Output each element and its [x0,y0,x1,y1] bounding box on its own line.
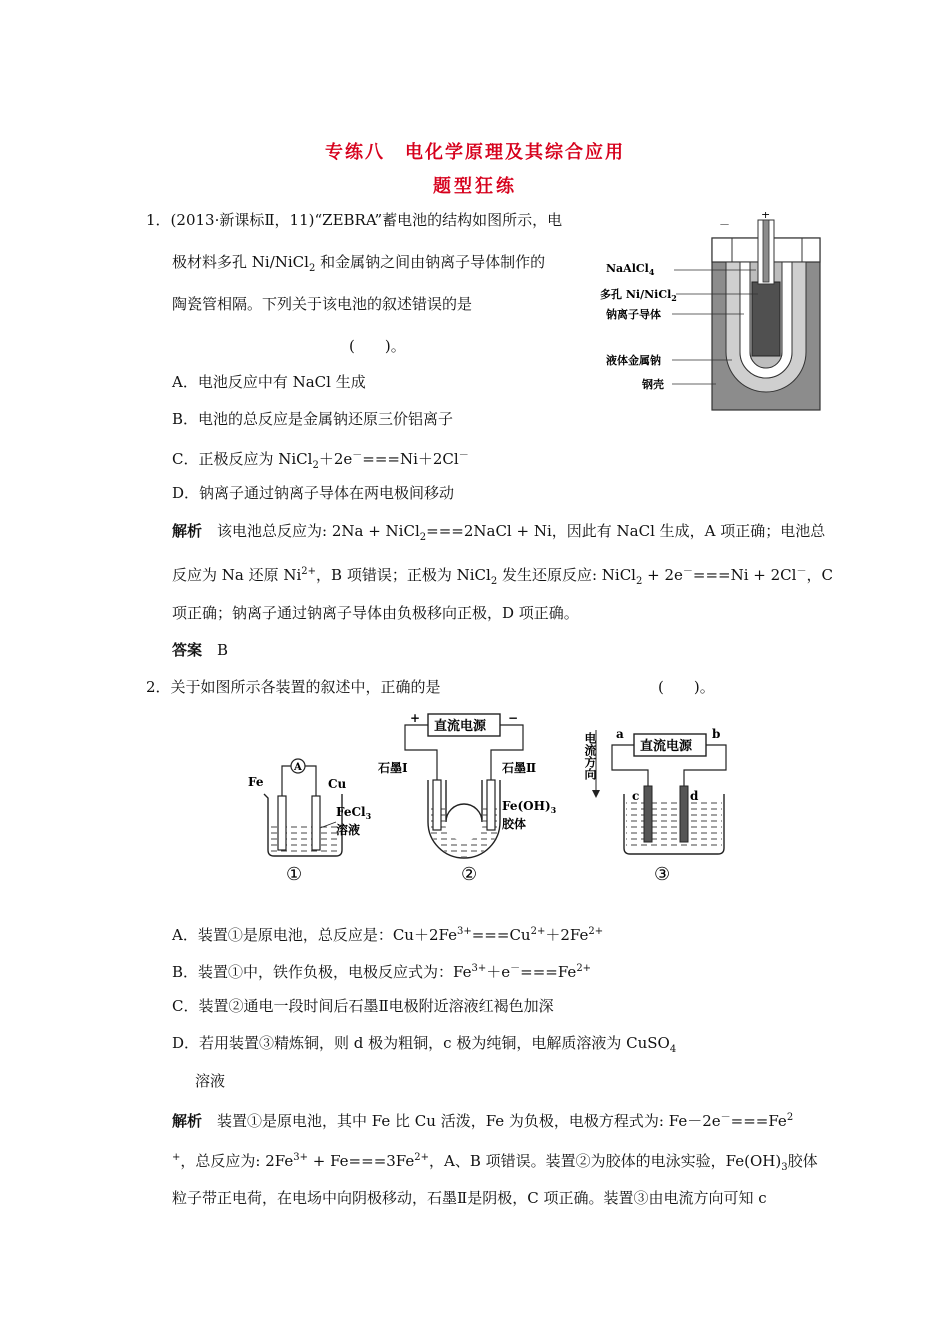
q1-analysis-line1: 解析 该电池总反应为: 2Na + NiCl$_2$===2NaCl + Ni，因此有 NaCl 生成，A 项正确；电池总 [172,522,826,543]
q2-option-d: D．若用装置③精炼铜，则 d 极为粗铜，c 极为纯铜，电解质溶液为 CuSO$_4$ [172,1034,677,1055]
q1-analysis-line3: 项正确；钠离子通过钠离子导体由负极移向正极，D 项正确。 [172,604,579,622]
label-ni-nicl2: 多孔 Ni/NiCl$_2$ [600,288,677,303]
label-graphite-1: 石墨Ⅰ [378,761,408,775]
svg-text:+: + [410,711,421,725]
q1-option-c: C．正极反应为 NiCl$_2$＋2e－===Ni＋2Cl－ [172,450,469,471]
svg-text:d: d [690,789,699,803]
svg-text:直流电源: 直流电源 [640,739,693,754]
label-conductor: 钠离子导体 [606,308,661,321]
q1-option-b: B．电池的总反应是金属钠还原三价铝离子 [172,410,454,428]
q1-bracket: ( )。 [349,337,406,355]
fe-electrode [278,796,286,850]
svg-text:c: c [632,789,640,803]
analysis-label: 解析 [172,522,203,540]
q2-option-c: C．装置②通电一段时间后石墨Ⅱ电极附近溶液红褐色加深 [172,997,554,1015]
label-liquid-sodium: 液体金属钠 [606,354,661,367]
q1-answer: 答案 B [172,641,229,659]
q2-analysis-line2: +，总反应为: $2Fe^{3+} + Fe===3Fe^{2+}$，A、B 项错误。装置②为胶体的电泳实验，$Fe(OH)_3$胶体 [172,1152,818,1173]
cu-electrode [312,796,320,850]
svg-text:b: b [712,727,721,741]
svg-text:A: A [294,762,302,773]
device-1-number: ① [286,864,303,885]
label-colloid: 胶体 [502,817,527,831]
q2-stem: 2．关于如图所示各装置的叙述中，正确的是 [146,678,441,696]
device-1-galvanic-cell [248,759,372,885]
page-subtitle: 题型狂练 [433,176,517,197]
svg-text:直流电源: 直流电源 [434,719,487,734]
q2-figures [240,710,730,890]
label-graphite-2: 石墨Ⅱ [502,761,537,775]
label-solution-1: 溶液 [336,823,361,837]
device-3-electrolysis [583,727,726,885]
svg-text:a: a [616,727,624,741]
arrow-down-icon [592,790,600,798]
q2-option-d-cont: 溶液 [195,1072,226,1090]
q1-analysis-line2: 反应为 Na 还原 $Ni^{2+}$，B 项错误；正极为 NiCl$_2$ 发生还原反应: NiCl$_2$ + 2e－===Ni + 2Cl－，C [172,566,833,587]
q2-option-a: A．装置①是原电池，总反应是：$Cu+2Fe^{3+}===Cu^{2+}+2Fe^{2+}$ [172,926,604,944]
electrode-d [680,786,688,842]
ni-nicl2-electrode [752,282,780,356]
graphite-1 [433,780,441,830]
label-feoh3: $Fe(OH)_3$ [502,799,557,815]
q1-option-a: A．电池反应中有 NaCl 生成 [172,373,366,391]
device-2-electrophoresis [378,711,557,885]
label-cu: Cu [328,777,347,791]
page-title: 专练八 电化学原理及其综合应用 [325,142,625,163]
graphite-2 [487,780,495,830]
plus-terminal: + [761,212,771,221]
svg-text:−: − [508,711,519,725]
q2-analysis-line3: 粒子带正电荷，在电场中向阴极移动，石墨Ⅱ是阴极，C 项正确。装置③由电流方向可知 c [172,1189,767,1207]
q2-bracket: ( )。 [658,678,715,696]
q2-analysis-line1: 解析 装置①是原电池，其中 Fe 比 Cu 活泼，Fe 为负极，电极方程式为: $Fe-2e^-===Fe^2$ [172,1112,794,1130]
q2-option-b: B．装置①中，铁作负极，电极反应式为：$Fe^{3+}+e^-===Fe^{2+}$ [172,963,592,981]
label-fecl3: FeCl$_3$ [336,805,372,821]
q1-line3: 陶瓷管相隔。下列关于该电池的叙述错误的是 [172,295,473,313]
q1-option-d: D．钠离子通过钠离子导体在两电极间移动 [172,484,455,502]
label-fe: Fe [248,775,264,789]
q1-line2: 极材料多孔 Ni/NiCl$_2$ 和金属钠之间由钠离子导体制作的 [172,253,546,274]
label-naalcl4: NaAlCl$_4$ [606,262,655,277]
label-current-direction: 电流方向 [583,732,597,780]
zebra-battery-diagram [596,212,826,412]
device-3-number: ③ [654,864,671,885]
q1-line1: 1．(2013·新课标Ⅱ，11)“ZEBRA”蓄电池的结构如图所示，电 [146,211,563,229]
electrode-c [644,786,652,842]
device-2-number: ② [461,864,478,885]
label-steel-shell: 钢壳 [642,378,664,391]
minus-terminal: － [719,218,730,231]
